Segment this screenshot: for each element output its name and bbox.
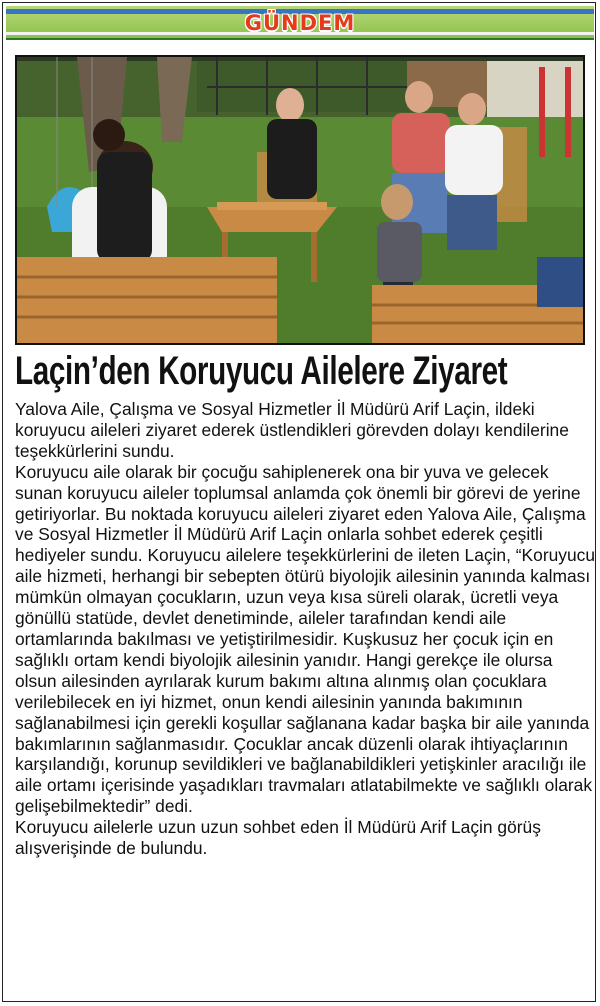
article-body bbox=[15, 399, 595, 859]
section-label: GÜNDEM bbox=[244, 11, 356, 35]
article-photo bbox=[15, 55, 585, 345]
article-paragraph: Koruyucu ailelerle uzun uzun sohbet eden İl Müdürü Arif Laçin görüş alışverişinde de bulundu. bbox=[15, 817, 541, 859]
section-banner bbox=[6, 6, 594, 40]
article-paragraph: Koruyucu aile olarak bir çocuğu sahiplenerek ona bir yuva ve gelecek sunan koruyucu aileler toplumsal anlamda çok önemli bir görevi de yerine getiriyorlar. Bu noktada koruyucu aileleri ziyaret eden Yalova Aile, Çalışma ve Sosyal Hizmetler İl Müdürü Arif Laçin onlarla sohbet ederek çeşitli hediyeler sundu. Koruyucu ailelere teşekkürlerini de ileten Laçin, “Koruyucu aile hizmeti, herhangi bir sebepten ötürü biyolojik ailesinin yanında kalması mümkün olmayan çocukların, uzun veya kısa süreli olarak, ücretli veya gönüllü statüde, devlet denetiminde, aileler tarafından kendi aile ortamlarında bakılması ve yetiştirilmesidir. Kuşkusuz her çocuk için en sağlıklı ortam kendi biyolojik ailesinin yanıdır. Hangi gerekçe ile olursa olsun ailesinden ayrılarak kurum bakımı altına alınmış olan çocuklara verilebilecek en iyi hizmet, onun kendi ailesinin yanında bakımının sağlanabilmesi için gerekli koşullar sağlanana kadar başka bir aile yanında bakımlarının sağlanmasıdır. Çocuklar ancak düzenli olarak ihtiyaçlarının karşılandığı, korunup sevildikleri ve bağlanabildikleri yetişkinler aracılığı ile aile ortamı içerisinde yaşadıkları travmaları atlatabilmekte ve sağlıklı olarak gelişebilmektedir” dedi. bbox=[15, 461, 596, 817]
article-paragraph: Yalova Aile, Çalışma ve Sosyal Hizmetler İl Müdürü Arif Laçin, ildeki koruyucu aileleri ziyaret ederek üstlendikleri görevden dolayı kendilerine teşekkürlerini sundu. bbox=[15, 399, 569, 461]
article-headline: Laçin’den Koruyucu Ailelere Ziyaret bbox=[15, 349, 508, 393]
